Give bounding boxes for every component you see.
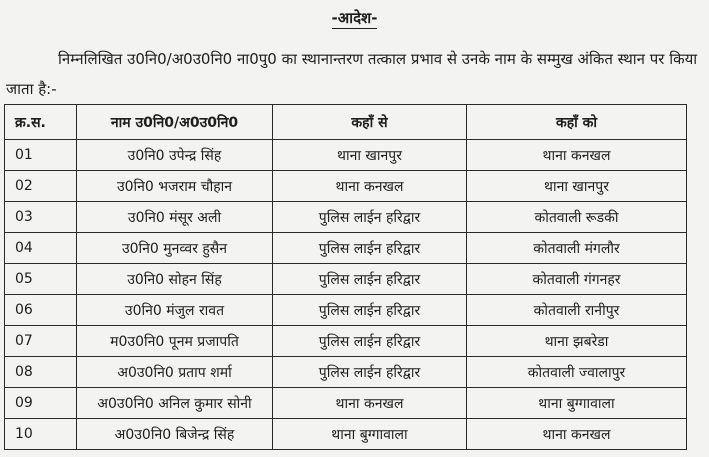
order-heading: -आदेश- — [331, 9, 378, 27]
table-row — [5, 326, 687, 357]
cell-serial: 06 — [5, 295, 77, 326]
table-row — [5, 419, 687, 450]
table-row — [5, 171, 687, 202]
cell-name: अ0उ0नि0 प्रताप शर्मा — [77, 357, 273, 388]
cell-serial: 09 — [5, 388, 77, 419]
cell-from: पुलिस लाईन हरिद्वार — [273, 326, 467, 357]
cell-to: कोतवाली मंगलौर — [467, 233, 687, 264]
table-row — [5, 202, 687, 233]
cell-serial: 04 — [5, 233, 77, 264]
cell-to: कोतवाली गंगनहर — [467, 264, 687, 295]
cell-name: म0उ0नि0 पूनम प्रजापति — [77, 326, 273, 357]
cell-to: कोतवाली रूडकी — [467, 202, 687, 233]
cell-serial: 01 — [5, 140, 77, 171]
cell-serial: 02 — [5, 171, 77, 202]
header-serial: क्र.स. — [5, 105, 77, 140]
cell-name: उ0नि0 मंसूर अली — [77, 202, 273, 233]
header-from: कहाँ से — [273, 105, 467, 140]
table-header-row — [5, 105, 687, 140]
cell-name: अ0उ0नि0 अनिल कुमार सोनी — [77, 388, 273, 419]
cell-serial: 10 — [5, 419, 77, 450]
header-to: कहाँ को — [467, 105, 687, 140]
cell-from: थाना बुग्गावाला — [273, 419, 467, 450]
cell-from: थाना खानपुर — [273, 140, 467, 171]
transfer-table — [4, 104, 687, 450]
cell-from: पुलिस लाईन हरिद्वार — [273, 233, 467, 264]
cell-serial: 08 — [5, 357, 77, 388]
cell-serial: 07 — [5, 326, 77, 357]
cell-from: थाना कनखल — [273, 388, 467, 419]
cell-from: थाना कनखल — [273, 171, 467, 202]
table-row — [5, 357, 687, 388]
cell-from: पुलिस लाईन हरिद्वार — [273, 202, 467, 233]
cell-serial: 05 — [5, 264, 77, 295]
table-row — [5, 388, 687, 419]
cell-to: थाना झबरेडा — [467, 326, 687, 357]
cell-from: पुलिस लाईन हरिद्वार — [273, 295, 467, 326]
cell-to: थाना बुग्गावाला — [467, 388, 687, 419]
cell-to: कोतवाली ज्वालापुर — [467, 357, 687, 388]
cell-name: उ0नि0 उपेन्द्र सिंह — [77, 140, 273, 171]
header-name: नाम उ0नि0/अ0उ0नि0 — [77, 105, 273, 140]
cell-name: उ0नि0 भजराम चौहान — [77, 171, 273, 202]
cell-to: थाना कनखल — [467, 419, 687, 450]
cell-to: थाना खानपुर — [467, 171, 687, 202]
cell-from: पुलिस लाईन हरिद्वार — [273, 264, 467, 295]
cell-name: उ0नि0 सोहन सिंह — [77, 264, 273, 295]
cell-name: उ0नि0 मुनव्वर हुसैन — [77, 233, 273, 264]
table-row — [5, 295, 687, 326]
table-row — [5, 264, 687, 295]
cell-to: कोतवाली रानीपुर — [467, 295, 687, 326]
table-row — [5, 233, 687, 264]
cell-to: थाना कनखल — [467, 140, 687, 171]
cell-from: पुलिस लाईन हरिद्वार — [273, 357, 467, 388]
order-paragraph: निम्नलिखित उ0नि0/अ0उ0नि0 ना0पु0 का स्थानान्तरण तत्काल प्रभाव से उनके नाम के सम्मुख अंकित स्थान पर किया जाता है:- — [6, 50, 698, 98]
cell-name: अ0उ0नि0 बिजेन्द्र सिंह — [77, 419, 273, 450]
cell-name: उ0नि0 मंजुल रावत — [77, 295, 273, 326]
cell-serial: 03 — [5, 202, 77, 233]
table-row — [5, 140, 687, 171]
